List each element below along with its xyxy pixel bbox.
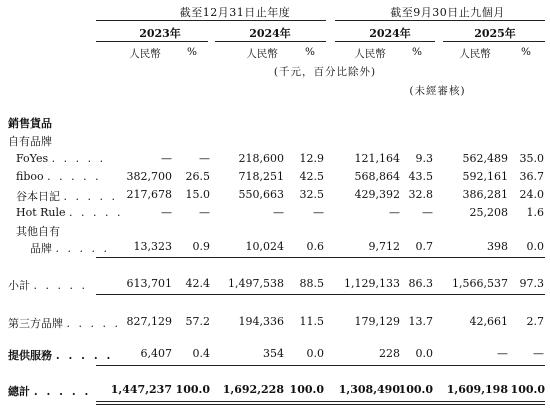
- pct-header-2023: %: [187, 46, 197, 58]
- cell: 0.9: [192, 240, 210, 253]
- cell: 827,129: [126, 315, 172, 328]
- cell: 86.3: [408, 277, 433, 290]
- rmb-header-2025: 人民幣: [459, 48, 491, 60]
- cell: —: [389, 206, 400, 219]
- cell: 550,663: [238, 188, 284, 201]
- cell: 6,407: [140, 347, 172, 360]
- cell: 35.0: [519, 152, 544, 165]
- row-label-third-party: 第三方品牌 . . . . .: [8, 317, 121, 330]
- row-label-total: 總計 . . . . .: [8, 385, 91, 398]
- cell: 100.0: [289, 383, 324, 396]
- cell: 1.6: [526, 206, 544, 219]
- row-label-gubenriji: 谷本日記 . . . . .: [16, 190, 118, 203]
- cell: 15.0: [185, 188, 210, 201]
- cell: 398: [487, 240, 508, 253]
- cell: 0.4: [192, 347, 210, 360]
- cell: 11.5: [299, 315, 324, 328]
- cell: 0.6: [306, 240, 324, 253]
- section-goods-sales: 銷售貨品: [8, 117, 52, 130]
- row-label-services: 提供服務 . . . . .: [8, 349, 113, 362]
- cell: 718,251: [238, 170, 284, 183]
- cell: 9.3: [415, 152, 433, 165]
- cell: 382,700: [126, 170, 172, 183]
- cell: 179,129: [354, 315, 400, 328]
- unaudited-note: (未經審核): [409, 85, 466, 97]
- cell: 592,161: [462, 170, 508, 183]
- fy-group-header: 截至12月31日止年度: [179, 6, 291, 19]
- cell: 36.7: [519, 170, 544, 183]
- cell: 97.3: [519, 277, 544, 290]
- year-header-2024-nm: 2024年: [369, 27, 411, 40]
- rmb-header-2024-fy: 人民幣: [246, 48, 278, 60]
- cell: 42.5: [299, 170, 324, 183]
- cell: 88.5: [299, 277, 324, 290]
- fy-group-rule: [96, 20, 326, 21]
- subtotal-top-rule: [96, 257, 545, 258]
- year-header-2024-fy: 2024年: [249, 27, 291, 40]
- rmb-header-2024-nm: 人民幣: [354, 48, 386, 60]
- year-rule-2024-fy: [215, 41, 326, 42]
- cell: 9,712: [368, 240, 400, 253]
- cell: 32.5: [299, 188, 324, 201]
- cell: 57.2: [185, 315, 210, 328]
- row-label-subtotal: 小計 . . . . .: [8, 279, 88, 292]
- cell: 2.7: [526, 315, 544, 328]
- cell: —: [313, 206, 324, 219]
- cell: 354: [263, 347, 284, 360]
- cell: 0.0: [415, 347, 433, 360]
- cell: 1,447,237: [110, 383, 172, 396]
- cell: 13.7: [408, 315, 433, 328]
- cell: 42,661: [469, 315, 508, 328]
- cell: —: [161, 152, 172, 165]
- nm-group-header: 截至9月30日止九個月: [390, 6, 505, 19]
- cell: 121,164: [354, 152, 400, 165]
- cell: 218,600: [238, 152, 284, 165]
- cell: 429,392: [354, 188, 400, 201]
- cell: 25,208: [469, 206, 508, 219]
- cell: —: [199, 152, 210, 165]
- cell: 26.5: [185, 170, 210, 183]
- cell: 613,701: [126, 277, 172, 290]
- unit-note: (千元，百分比除外): [273, 66, 377, 78]
- cell: 1,129,133: [344, 277, 400, 290]
- rmb-header-2023: 人民幣: [129, 48, 161, 60]
- cell: 100.0: [398, 383, 433, 396]
- cell: 386,281: [462, 188, 508, 201]
- cell: 100.0: [175, 383, 210, 396]
- cell: 194,336: [238, 315, 284, 328]
- year-rule-2024-nm: [335, 41, 435, 42]
- cell: 217,678: [126, 188, 172, 201]
- row-label-fiboo: fiboo . . . . .: [16, 170, 102, 183]
- cell: —: [533, 347, 544, 360]
- subtotal-bottom-rule: [96, 294, 545, 295]
- cell: 42.4: [185, 277, 210, 290]
- year-rule-2025: [443, 41, 545, 42]
- cell: 568,864: [354, 170, 400, 183]
- row-label-foyes: FoYes . . . . .: [16, 152, 106, 165]
- total-top-rule: [96, 365, 545, 366]
- cell: 228: [379, 347, 400, 360]
- nm-group-rule: [335, 20, 545, 21]
- cell: —: [497, 347, 508, 360]
- cell: 0.7: [415, 240, 433, 253]
- cell: —: [199, 206, 210, 219]
- cell: 1,609,198: [446, 383, 508, 396]
- year-header-2025: 2025年: [474, 27, 516, 40]
- cell: 1,566,537: [452, 277, 508, 290]
- cell: 24.0: [519, 188, 544, 201]
- cell: —: [422, 206, 433, 219]
- row-label-other-own-line1: 其他自有: [16, 225, 60, 238]
- cell: 43.5: [408, 170, 433, 183]
- cell: 100.0: [510, 383, 545, 396]
- cell: 1,308,490: [338, 383, 400, 396]
- cell: 10,024: [245, 240, 284, 253]
- section-own-brands: 自有品牌: [8, 135, 52, 148]
- total-double-rule: [96, 401, 545, 405]
- cell: 562,489: [462, 152, 508, 165]
- year-header-2023: 2023年: [139, 27, 181, 40]
- cell: 0.0: [526, 240, 544, 253]
- row-label-hot-rule: Hot Rule . . . . .: [16, 206, 124, 219]
- cell: 32.8: [408, 188, 433, 201]
- cell: —: [273, 206, 284, 219]
- cell: 12.9: [299, 152, 324, 165]
- cell: 1,497,538: [228, 277, 284, 290]
- pct-header-2025: %: [521, 46, 531, 58]
- cell: 1,692,228: [222, 383, 284, 396]
- row-label-other-own-line2: 品牌 . . . . .: [30, 242, 110, 255]
- pct-header-2024-nm: %: [412, 46, 422, 58]
- year-rule-2023: [96, 41, 208, 42]
- cell: —: [161, 206, 172, 219]
- cell: 0.0: [306, 347, 324, 360]
- pct-header-2024-fy: %: [305, 46, 315, 58]
- cell: 13,323: [133, 240, 172, 253]
